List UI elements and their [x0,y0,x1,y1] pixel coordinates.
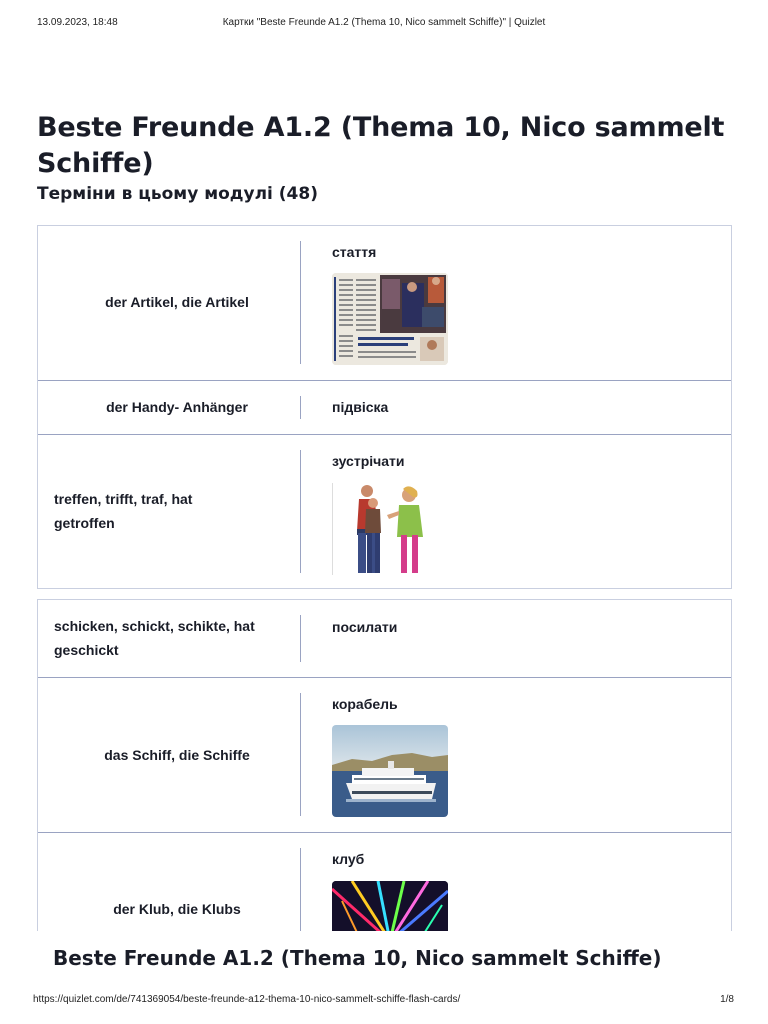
card-term: der Klub, die Klubs [113,901,241,917]
print-header [0,17,768,31]
card-list-group-1 [37,225,732,589]
card-row[interactable] [38,833,731,943]
card-term-line: getroffen [54,515,115,531]
card-row[interactable] [38,678,731,833]
card-divider [300,241,301,364]
card-definition: стаття [332,244,377,260]
card-definition: клуб [332,851,365,867]
people-meeting-image [332,483,449,575]
card-term [54,487,300,535]
terms-count-heading: Терміни в цьому модулі (48) [37,184,318,204]
print-page-number: 1/8 [720,994,734,1005]
card-term: der Handy- Anhänger [106,399,248,415]
page-title: Beste Freunde A1.2 (Thema 10, Nico sammelt Schiffe) [37,112,725,179]
card-definition: корабель [332,696,398,712]
card-divider [300,450,301,573]
card-row[interactable] [38,435,731,588]
ferry-ship-image [332,725,448,817]
card-term: das Schiff, die Schiffe [104,747,250,763]
card-definition: підвіска [332,399,389,415]
page-footer-title: Beste Freunde A1.2 (Thema 10, Nico sammelt Schiffe) [53,946,662,970]
card-term: der Artikel, die Artikel [105,294,249,310]
card-term-line: treffen, trifft, traf, hat [54,491,193,507]
card-row[interactable] [38,226,731,381]
card-divider [300,615,301,662]
newspaper-article-image [332,273,448,365]
card-list-group-2 [37,599,732,939]
print-date: 13.09.2023, 18:48 [37,17,118,28]
card-term [54,614,300,662]
print-doc-title: Картки "Beste Freunde A1.2 (Thema 10, Nico sammelt Schiffe)" | Quizlet [222,17,546,28]
card-term-line: schicken, schickt, schikte, hat [54,618,255,634]
print-url: https://quizlet.com/de/741369054/beste-freunde-a12-thema-10-nico-sammelt-schiffe-flash-cards/ [33,994,461,1005]
card-divider [300,396,301,419]
card-divider [300,693,301,816]
card-term-line: geschickt [54,642,119,658]
card-divider [300,848,301,943]
card-row[interactable] [38,381,731,435]
card-definition: зустрічати [332,453,405,469]
card-row[interactable] [38,600,731,678]
card-definition: посилати [332,619,398,635]
